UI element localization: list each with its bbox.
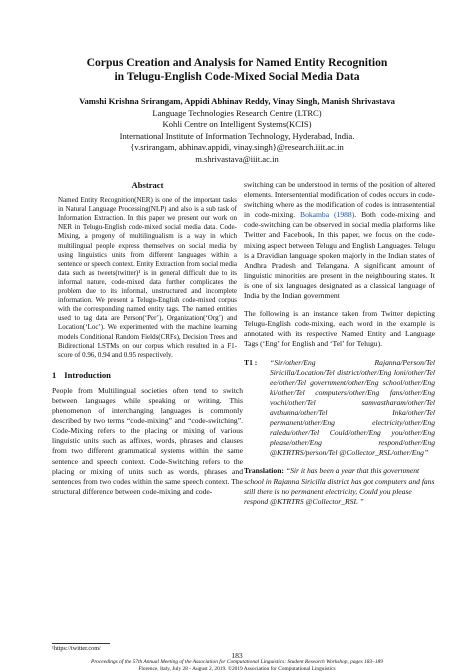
author-names: Vamshi Krishna Srirangam, Appidi Abhinav Reddy, Vinay Singh, Manish Shrivastava <box>79 96 395 106</box>
section-title: Introduction <box>64 369 111 380</box>
translation-text: “Sir it has been a year that this government school in Rajanna Siricilla district has got computers and fans still there is no permanent electricity, Could you please respond @KTRTRS @Collector_RSL ” <box>244 466 435 506</box>
author-emails-2: m.shrivastava@iiit.ac.in <box>195 153 279 164</box>
paragraph-text: switching can be understood in terms of the position of altered elements. Intersentential modification of codes occurs in code-switching where as the modification of codes is intrasentential in code-mixing. <box>244 180 435 220</box>
translation-label: Translation: <box>244 466 284 476</box>
example-label: T1 : <box>244 357 258 367</box>
author-emails-1: {v.srirangam, abhinav.appidi, vinay.singh}@research.iiit.ac.in <box>130 142 344 153</box>
citation-link[interactable]: Bokamba (1988) <box>300 210 355 220</box>
section-heading-introduction <box>52 370 243 380</box>
right-paragraph-2: The following is an instance taken from Twitter depicting Telugu-English code-mixing, each word in the example is annotated with its respective Named Entity and Language Tags (‘Eng’ for English and ‘Tel’ for Telugu). <box>244 309 435 349</box>
footnote-divider <box>52 643 110 644</box>
title-line-2: in Telugu-English Code-Mixed Social Media Data <box>114 70 360 83</box>
footer-line-1: Proceedings of the 57th Annual Meeting of the Association for Computational Linguistics: Student Research Workshop, pages 183–189 <box>91 659 383 665</box>
abstract-heading: Abstract <box>131 180 164 190</box>
proceedings-footer <box>20 659 454 672</box>
translation <box>244 466 435 506</box>
introduction-paragraph: People from Multilingual societies often tend to switch between languages while speaking or writing. This phenomenon of interchanging languages is commonly described by two terms “code-mixing” and “code-switching”. Code-Mixing refers to the placing or mixing of various linguistic units such as affixes, words, phrases and clauses from two different grammatical systems within the same sentence and speech context. Code-Switching refers to the placing or mixing of units such as words, phrases and sentences from two codes within the same speech context. The structural difference between code-mixing and code- <box>52 385 243 496</box>
paper-title <box>40 56 434 84</box>
page-number: 183 <box>231 651 243 660</box>
title-line-1: Corpus Creation and Analysis for Named Entity Recognition <box>86 56 388 69</box>
right-column <box>244 180 435 507</box>
footnote: ¹https://twitter.com/ <box>52 645 101 652</box>
paragraph-text: . Both code-mixing and code-switching can be observed in social media platforms like Twitter and Facebook, In this paper, we focus on the code-mixing aspect between Telugu and English Languages. Telugu is a Dravidian language spoken majorly in the Indian states of Andhra Pradesh and Telangana. A significant amount of linguistic minorities are present in the neighbouring states. It is one of six languages designated as a classical language of India by the Indian government <box>244 210 435 301</box>
footer-line-2: Florence, Italy, July 28 - August 2, 2019. ©2019 Association for Computational Linguistics <box>138 665 336 672</box>
abstract-text: Named Entity Recognition(NER) is one of the important tasks in Natural Language Processing(NLP) and also is a sub task of Information Extraction. In this paper we present our work on NER in Telugu-English code-mixed social media data. Code-Mixing, a progeny of multilingualism is a way in which multilingual people express themselves on social media by using linguistics units from different languages within a sentence or speech context. Entity Extraction from social media data such as tweets(twitter)¹ is in general difficult due to its informal nature, code-mixed data further complicates the problem due to its informal, unstructured and incomplete information. We present a Telugu-English code-mixed corpus with the corresponding named entity tags. The named entities used to tag data are Person(‘Per’), Organization(‘Org’) and Location(‘Loc’). We experimented with the machine learning models Conditional Random Fields(CRFs), Decision Trees and Bidirectional LSTMs on our corpus which resulted in a F1-score of 0.96, 0.94 and 0.95 respectively. <box>58 196 237 359</box>
example-t1 <box>244 358 435 459</box>
affiliation-1: Language Technologies Research Centre (LTRC) <box>152 107 322 118</box>
left-column <box>52 180 243 505</box>
affiliation-3: International Institute of Information Technology, Hyderabad, India. <box>119 130 355 141</box>
affiliation-2: Kohli Centre on Intelligent Systems(KCIS) <box>162 119 312 130</box>
author-block <box>30 96 444 166</box>
section-number: 1 <box>52 369 57 380</box>
example-text: “Sir/other/Eng Rajanna/Person/Tel Siricilla/Location/Tel district/other/Eng loni/other/Tel ee/other/Tel government/other/Eng school/other/Eng ki/other/Tel computers/other/Eng fans/other/Eng vochi/other/Tel samvastharam/other/Tel avthunna/other/Tel Inka/other/Tel permanent/other/Eng electricity/other/Eng raledu/other/Tel Could/other/Eng you/other/Eng please/other/Eng respond/other/Eng @KTRTRS/person/Tel @Collector_RSL/other/Eng” <box>270 357 435 458</box>
right-paragraph-1 <box>244 180 435 301</box>
